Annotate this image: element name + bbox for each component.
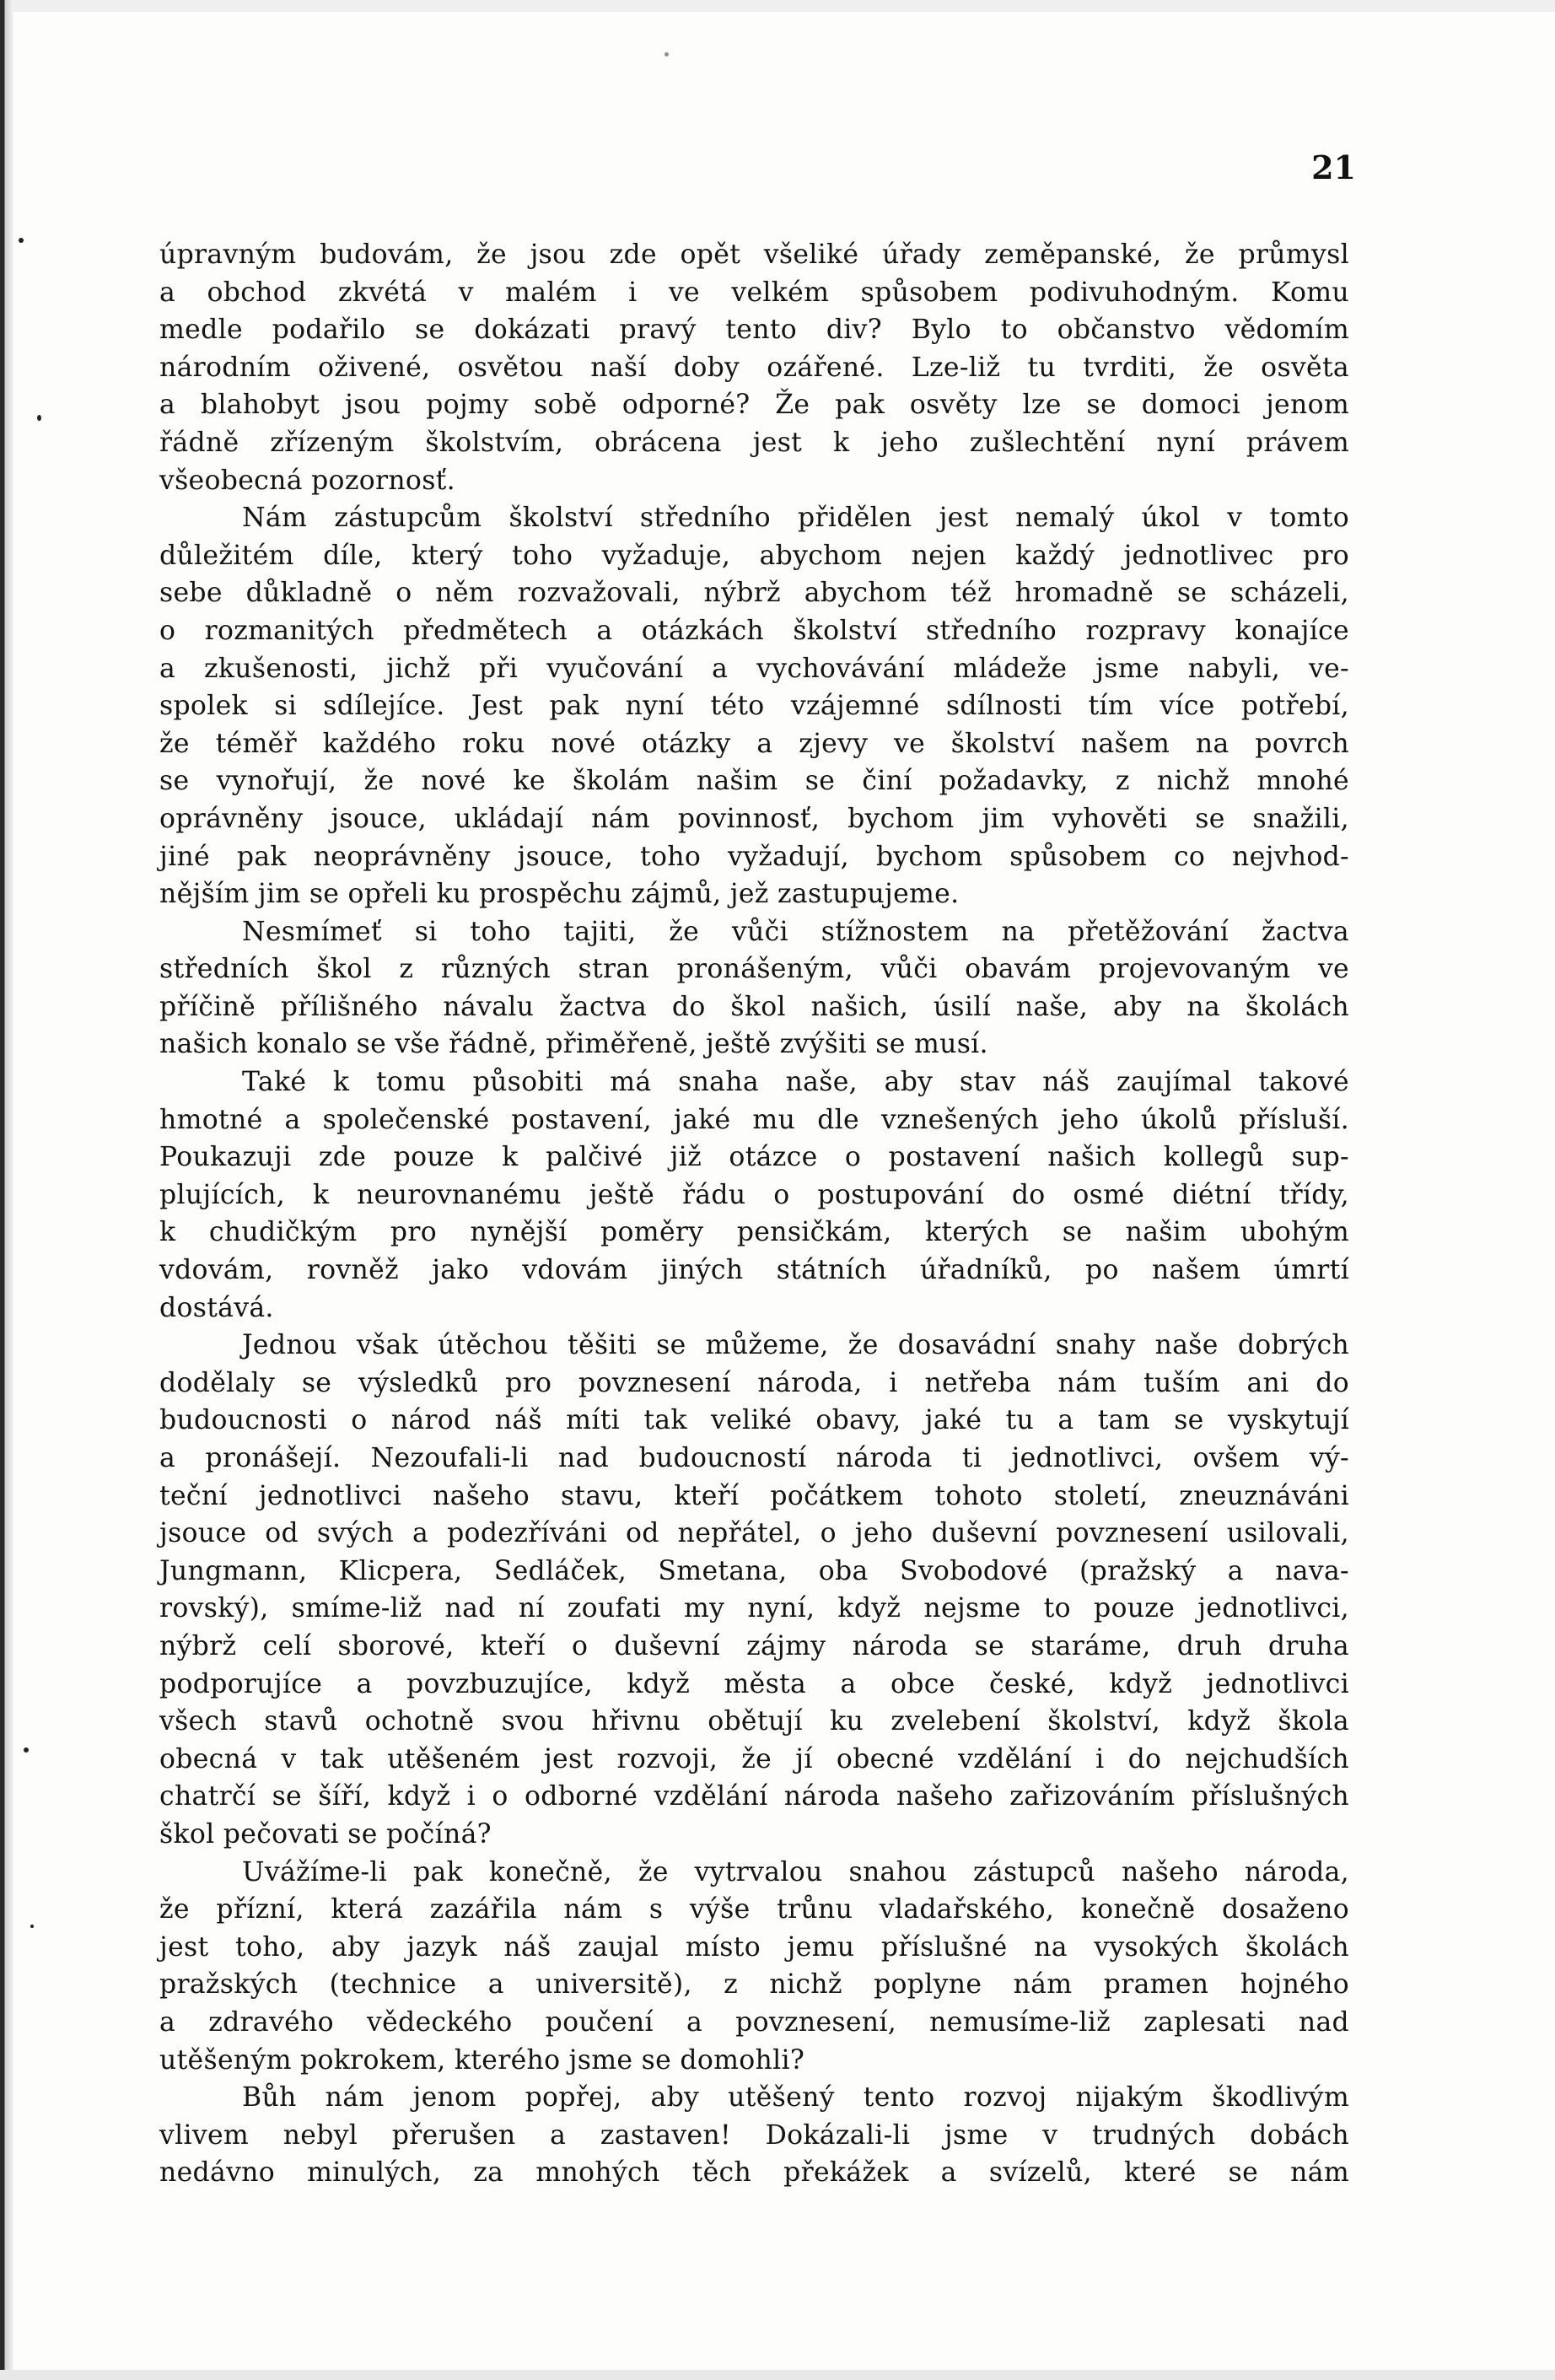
text-line: jiné pak neoprávněny jsouce, toho vyžadují, bychom spůsobem co nejvhod- [159, 841, 1349, 872]
text-line: plujících, k neurovnanému ještě řádu o postupování do osmé diétní třídy, [159, 1179, 1349, 1210]
text-line: Jungmann, Klicpera, Sedláček, Smetana, oba Svobodové (pražský a nava- [159, 1555, 1349, 1586]
paragraph [159, 913, 1349, 1063]
text-line: a zdravého vědeckého poučení a povznesení, nemusíme-liž zaplesati nad [159, 2006, 1349, 2038]
text-line: dodělaly se výsledků pro povznesení národa, i netřeba nám tuším ani do [159, 1367, 1349, 1398]
scan-speck [19, 238, 24, 243]
text-line: utěšeným pokrokem, kterého jsme se domohli? [159, 2044, 805, 2076]
text-line: a pronášejí. Nezoufali-li nad budoucností národa ti jednotlivci, ovšem vý- [159, 1443, 1349, 1473]
text-line: nedávno minulých, za mnohých těch překážek a svízelů, které se nám [159, 2157, 1349, 2189]
paragraph [159, 1854, 1349, 2080]
page-number: 21 [1311, 148, 1356, 186]
paragraph [159, 1327, 1349, 1853]
text-line: příčině přílišného návalu žactva do škol našich, úsilí naše, aby na školách [159, 991, 1349, 1022]
paragraph [159, 236, 1349, 499]
text-line: obecná v tak utěšeném jest rozvoji, že jí obecné vzdělání i do nejchudších [159, 1743, 1349, 1774]
text-line: o rozmanitých předmětech a otázkách školství středního rozpravy konajíce [159, 615, 1349, 646]
text-line: vlivem nebyl přerušen a zastaven! Dokázali-li jsme v trudných dobách [159, 2119, 1349, 2151]
scan-speck [665, 52, 669, 57]
text-line: Nám zástupcům školství středního přidělen jest nemalý úkol v tomto [242, 503, 1349, 534]
text-line: jsouce od svých a podezříváni od nepřátel, o jeho duševní povznesení usilovali, [159, 1518, 1349, 1549]
text-line: že téměř každého roku nové otázky a zjevy ve školství našem na povrch [159, 728, 1349, 759]
text-line: nějším jim se opřeli ku prospěchu zájmů, jež zastupujeme. [159, 879, 960, 910]
text-line: Bůh nám jenom popřej, aby utěšený tento rozvoj nijakým škodlivým [242, 2082, 1349, 2113]
text-line: že přízní, která zazářila nám s výše trůnu vladařského, konečně dosaženo [159, 1894, 1349, 1925]
text-line: Jednou však útěchou těšiti se můžeme, že dosavádní snahy naše dobrých [242, 1330, 1349, 1361]
text-line: jest toho, aby jazyk náš zaujal místo jemu příslušné na vysokých školách [159, 1931, 1349, 1963]
text-line: nýbrž celí sborové, kteří o duševní zájmy národa se staráme, druh druha [159, 1630, 1349, 1661]
text-line: všech stavů ochotně svou hřivnu obětují ku zvelebení školství, když škola [159, 1706, 1349, 1737]
scan-edge-top [0, 0, 1555, 12]
scan-edge-bottom [0, 2370, 1555, 2380]
text-line: a zkušenosti, jichž při vyučování a vychovávání mládeže jsme nabyli, ve- [159, 653, 1349, 684]
text-line: pražských (technice a universitě), z nichž poplyne nám pramen hojného [159, 1969, 1349, 2000]
text-line: budoucnosti o národ náš míti tak veliké obavy, jaké tu a tam se vyskytují [159, 1405, 1349, 1436]
text-line: medle podařilo se dokázati pravý tento div? Bylo to občanstvo vědomím [159, 315, 1349, 346]
text-line: vdovám, rovněž jako vdovám jiných státních úřadníků, po našem úmrtí [159, 1255, 1349, 1286]
body-text [159, 236, 1349, 2192]
paragraph [159, 499, 1349, 913]
text-line: všeobecná pozornosť. [159, 465, 455, 496]
text-line: škol pečovati se počíná? [159, 1818, 492, 1850]
text-line: spolek si sdílejíce. Jest pak nyní této vzájemné sdílnosti tím více potřebí, [159, 691, 1349, 722]
text-line: důležitém díle, který toho vyžaduje, abychom nejen každý jednotlivec pro [159, 540, 1349, 571]
text-line: rovský), smíme-liž nad ní zoufati my nyní, když nejsme to pouze jednotlivci, [159, 1593, 1349, 1624]
text-line: Také k tomu působiti má snaha naše, aby stav náš zaujímal takové [242, 1067, 1349, 1098]
text-line: oprávněny jsouce, ukládají nám povinnosť, bychom jim vyhověti se snažili, [159, 803, 1349, 834]
text-line: sebe důkladně o něm rozvažovali, nýbrž abychom též hromadně se scházeli, [159, 578, 1349, 609]
text-line: hmotné a společenské postavení, jaké mu dle vznešených jeho úkolů přísluší. [159, 1104, 1349, 1135]
text-line: chatrčí se šíří, když i o odborné vzdělání národa našeho zařizováním příslušných [159, 1781, 1349, 1812]
text-line: dostává. [159, 1292, 274, 1323]
text-line: a blahobyt jsou pojmy sobě odporné? Že pak osvěty lze se domoci jenom [159, 390, 1349, 421]
text-line: podporujíce a povzbuzujíce, když města a obce české, když jednotlivci [159, 1668, 1349, 1699]
scan-speck [30, 1925, 34, 1928]
text-line: úpravným budovám, že jsou zde opět všeliké úřady zeměpanské, že průmysl [159, 240, 1349, 270]
text-line: teční jednotlivci našeho stavu, kteří počátkem tohoto století, zneuznáváni [159, 1480, 1349, 1511]
text-line: Nesmímeť si toho tajiti, že vůči stížnostem na přetěžování žactva [242, 916, 1349, 947]
text-line: našich konalo se vše řádně, přiměřeně, ještě zvýšiti se musí. [159, 1029, 988, 1060]
text-line: k chudičkým pro nynější poměry pensičkám, kterých se našim ubohým [159, 1217, 1349, 1248]
text-line: řádně zřízeným školstvím, obrácena jest k jeho zušlechtění nyní právem [159, 427, 1349, 458]
scan-speck [37, 415, 41, 421]
text-line: národním oživené, osvětou naší doby ozářené. Lze-liž tu tvrditi, že osvěta [159, 352, 1349, 383]
scan-edge-left [0, 0, 13, 2380]
text-line: Poukazuji zde pouze k palčivé již otázce o postavení našich kollegů sup- [159, 1142, 1349, 1173]
paragraph [159, 2079, 1349, 2192]
text-line: se vynořují, že nové ke školám našim se činí požadavky, z nichž mnohé [159, 766, 1349, 797]
text-line: a obchod zkvétá v malém i ve velkém spůsobem podivuhodným. Komu [159, 277, 1349, 308]
text-line: středních škol z různých stran pronášeným, vůči obavám projevovaným ve [159, 954, 1349, 985]
text-line: Uvážíme-li pak konečně, že vytrvalou snahou zástupců našeho národa, [242, 1856, 1349, 1887]
paragraph [159, 1063, 1349, 1327]
scan-speck [24, 1747, 29, 1753]
